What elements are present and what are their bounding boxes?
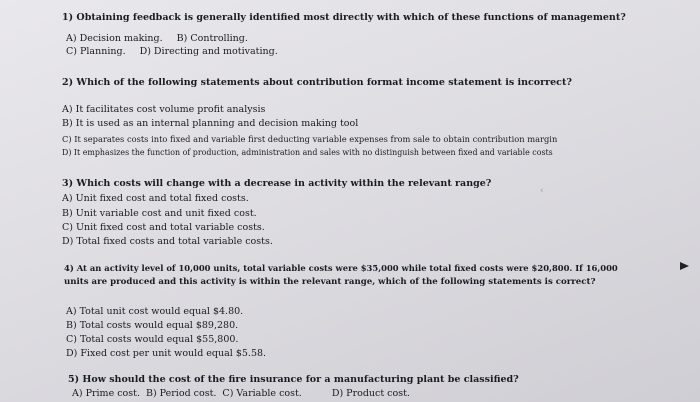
q4-prompt-line2: units are produced and this activity is within the relevant range, which of the following statements is correct? — [64, 277, 596, 287]
q4-prompt-line1: 4) At an activity level of 10,000 units, total variable costs were $35,000 while total fixed costs were $20,800. If 16,000 — [64, 263, 618, 273]
q4-option-b: B) Total costs would equal $89,280. — [66, 320, 239, 331]
q1-option-a: A) Decision making. — [66, 33, 163, 44]
q3-option-a: A) Unit fixed cost and total fixed costs. — [62, 193, 249, 204]
q5-option-d: D) Product cost. — [331, 388, 410, 399]
q1-prompt: 1) Obtaining feedback is generally identified most directly with which of these functions of management? — [62, 12, 626, 23]
q1-option-d: D) Directing and motivating. — [139, 46, 278, 57]
q5-options-row — [72, 388, 410, 400]
q5-option-b: B) Period cost. — [145, 388, 217, 399]
q3-option-b: B) Unit variable cost and unit fixed cost. — [62, 208, 257, 219]
q2-option-d: D) It emphasizes the function of production, administration and sales with no distinguish between fixed and variable costs — [62, 148, 553, 157]
q2-prompt: 2) Which of the following statements about contribution format income statement is incorrect? — [62, 77, 572, 88]
q2-option-a: A) It facilitates cost volume profit analysis — [62, 104, 266, 115]
q5-option-c: C) Variable cost. — [222, 388, 302, 399]
pointer-arrow-icon — [680, 262, 689, 270]
q5-option-a: A) Prime cost. — [72, 388, 140, 399]
q3-option-d: D) Total fixed costs and total variable costs. — [62, 236, 273, 247]
q2-option-c: C) It separates costs into fixed and variable first deducting variable expenses from sale to obtain contribution margin — [62, 134, 558, 144]
q3-option-c: C) Unit fixed cost and total variable costs. — [62, 222, 265, 233]
q1-option-c: C) Planning. — [66, 46, 126, 57]
page-speck: ‹ — [540, 186, 544, 196]
q1-options-row2 — [66, 46, 278, 58]
q4-option-a: A) Total unit cost would equal $4.80. — [66, 306, 244, 317]
q4-option-d: D) Fixed cost per unit would equal $5.58. — [66, 348, 267, 359]
q1-option-b: B) Controlling. — [176, 33, 248, 44]
q1-options-row1 — [66, 33, 248, 45]
q4-option-c: C) Total costs would equal $55,800. — [66, 334, 239, 345]
q2-option-b: B) It is used as an internal planning and decision making tool — [62, 118, 359, 129]
q3-prompt: 3) Which costs will change with a decrease in activity within the relevant range? — [62, 178, 492, 189]
q5-prompt: 5) How should the cost of the fire insurance for a manufacturing plant be classified? — [68, 374, 519, 385]
